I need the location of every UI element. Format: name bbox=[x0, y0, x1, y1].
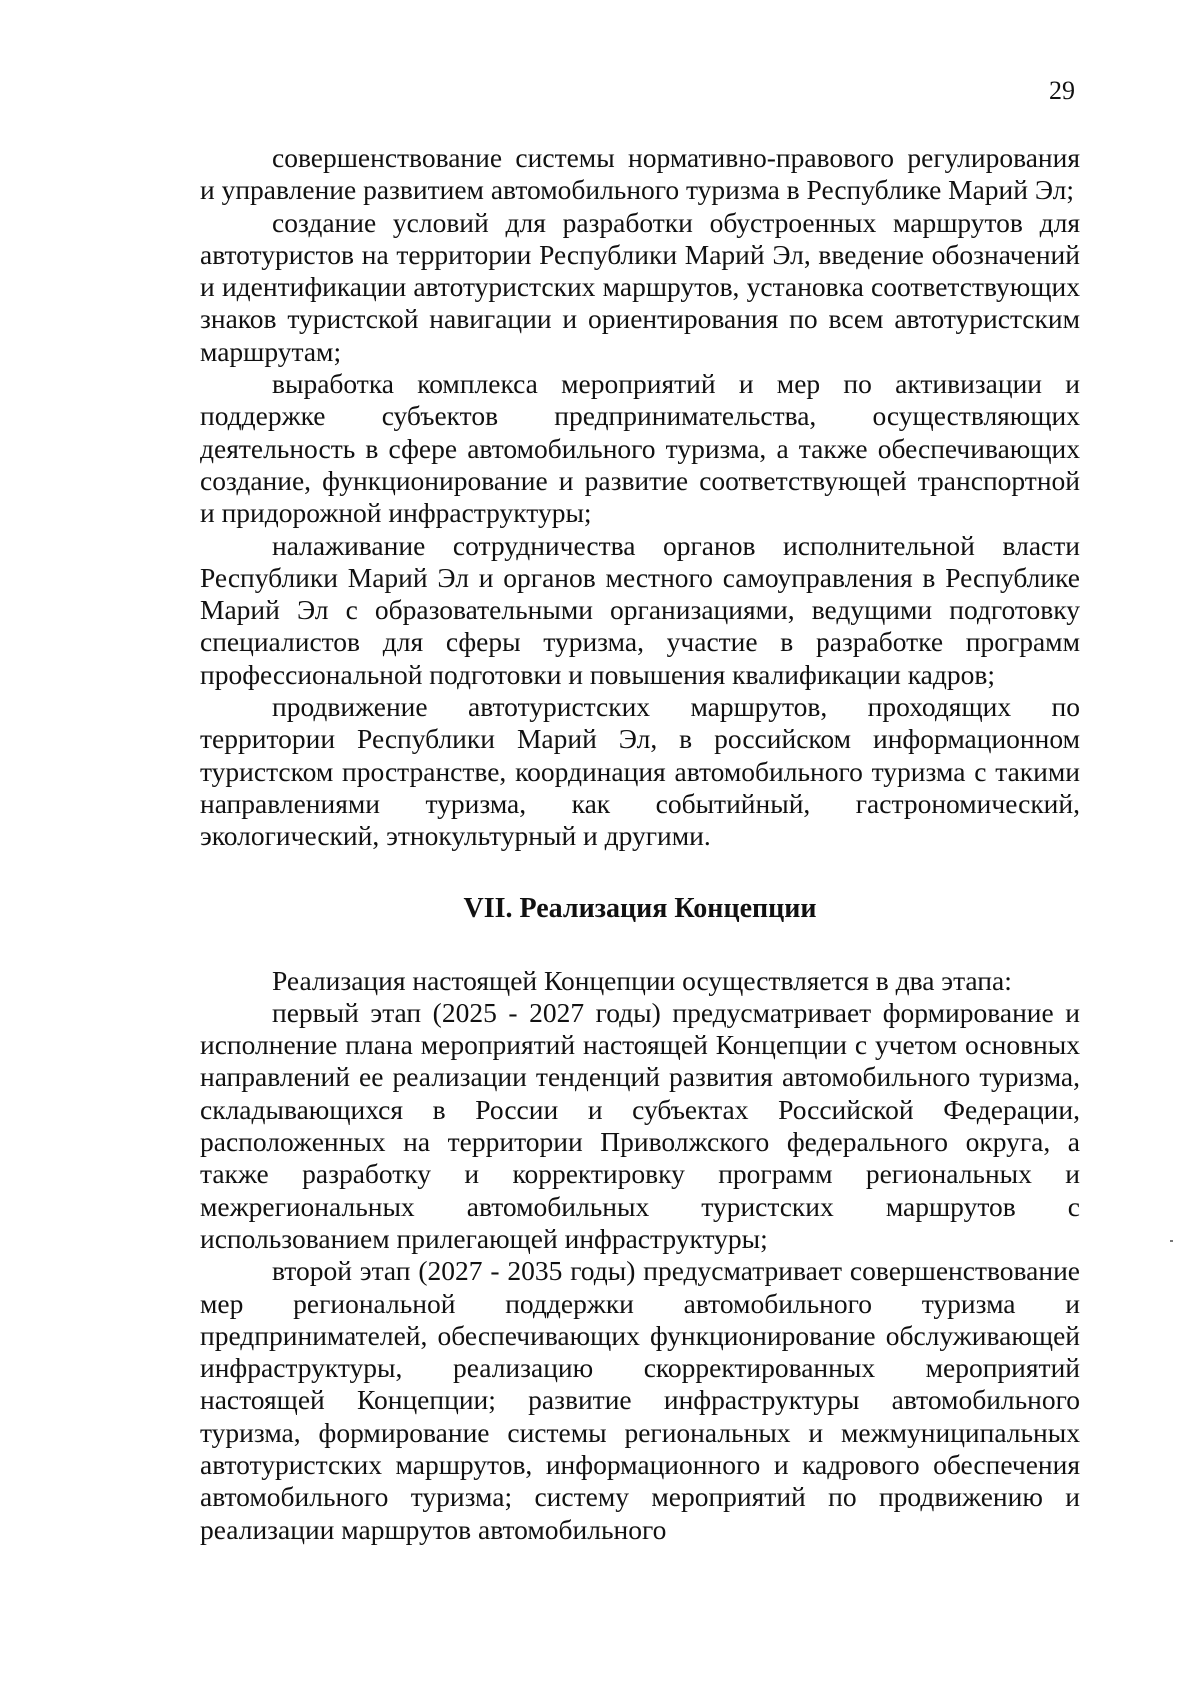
paragraph-stage-two: второй этап (2027 - 2035 годы) предусматривает совершенствование мер региональной поддержки автомобильного туризма и предпринимателей, обеспечивающих функционирование обслуживающей инфраструктуры, реализацию скорректированных мероприятий настоящей Концепции; развитие инфраструктуры автомобильного туризма, формирование системы региональных и межмуниципальных автотуристских маршрутов, информационного и кадрового обеспечения автомобильного туризма; систему мероприятий по продвижению и реализации маршрутов автомобильного bbox=[200, 1255, 1080, 1545]
paragraph-cooperation: налаживание сотрудничества органов исполнительной власти Республики Марий Эл и органов местного самоуправления в Республике Марий Эл с образовательными организациями, ведущими подготовку специалистов для сферы туризма, участие в разработке программ профессиональной подготовки и повышения квалификации кадров; bbox=[200, 529, 1080, 690]
scan-artifact bbox=[1170, 1240, 1173, 1242]
document-body bbox=[200, 142, 1080, 1546]
paragraph-business-support: выработка комплекса мероприятий и мер по активизации и поддержке субъектов предпринимательства, осуществляющих деятельность в сфере автомобильного туризма, а также обеспечивающих создание, функционирование и развитие соответствующей транспортной и придорожной инфраструктуры; bbox=[200, 368, 1080, 529]
page-number: 29 bbox=[1049, 76, 1075, 105]
paragraph-promotion: продвижение автотуристских маршрутов, проходящих по территории Республики Марий Эл, в российском информационном туристском пространстве, координация автомобильного туризма с такими направлениями туризма, как событийный, гастрономический, экологический, этнокультурный и другими. bbox=[200, 691, 1080, 852]
paragraph-stage-one: первый этап (2025 - 2027 годы) предусматривает формирование и исполнение плана мероприятий настоящей Концепции с учетом основных направлений ее реализации тенденций развития автомобильного туризма, складывающихся в России и субъектах Российской Федерации, расположенных на территории Приволжского федерального округа, а также разработку и корректировку программ региональных и межрегиональных автомобильных туристских маршрутов с использованием прилегающей инфраструктуры; bbox=[200, 996, 1080, 1254]
paragraph-implementation-intro: Реализация настоящей Концепции осуществляется в два этапа: bbox=[272, 964, 1012, 996]
paragraph-regulation: совершенствование системы нормативно-правового регулирования и управление развитием автомобильного туризма в Республике Марий Эл; bbox=[200, 142, 1080, 206]
paragraph-route-conditions: создание условий для разработки обустроенных маршрутов для автотуристов на территории Республики Марий Эл, введение обозначений и идентификации автотуристских маршрутов, установка соответствующих знаков туристской навигации и ориентирования по всем автотуристским маршрутам; bbox=[200, 206, 1080, 367]
section-heading: VII. Реализация Концепции bbox=[463, 892, 817, 924]
